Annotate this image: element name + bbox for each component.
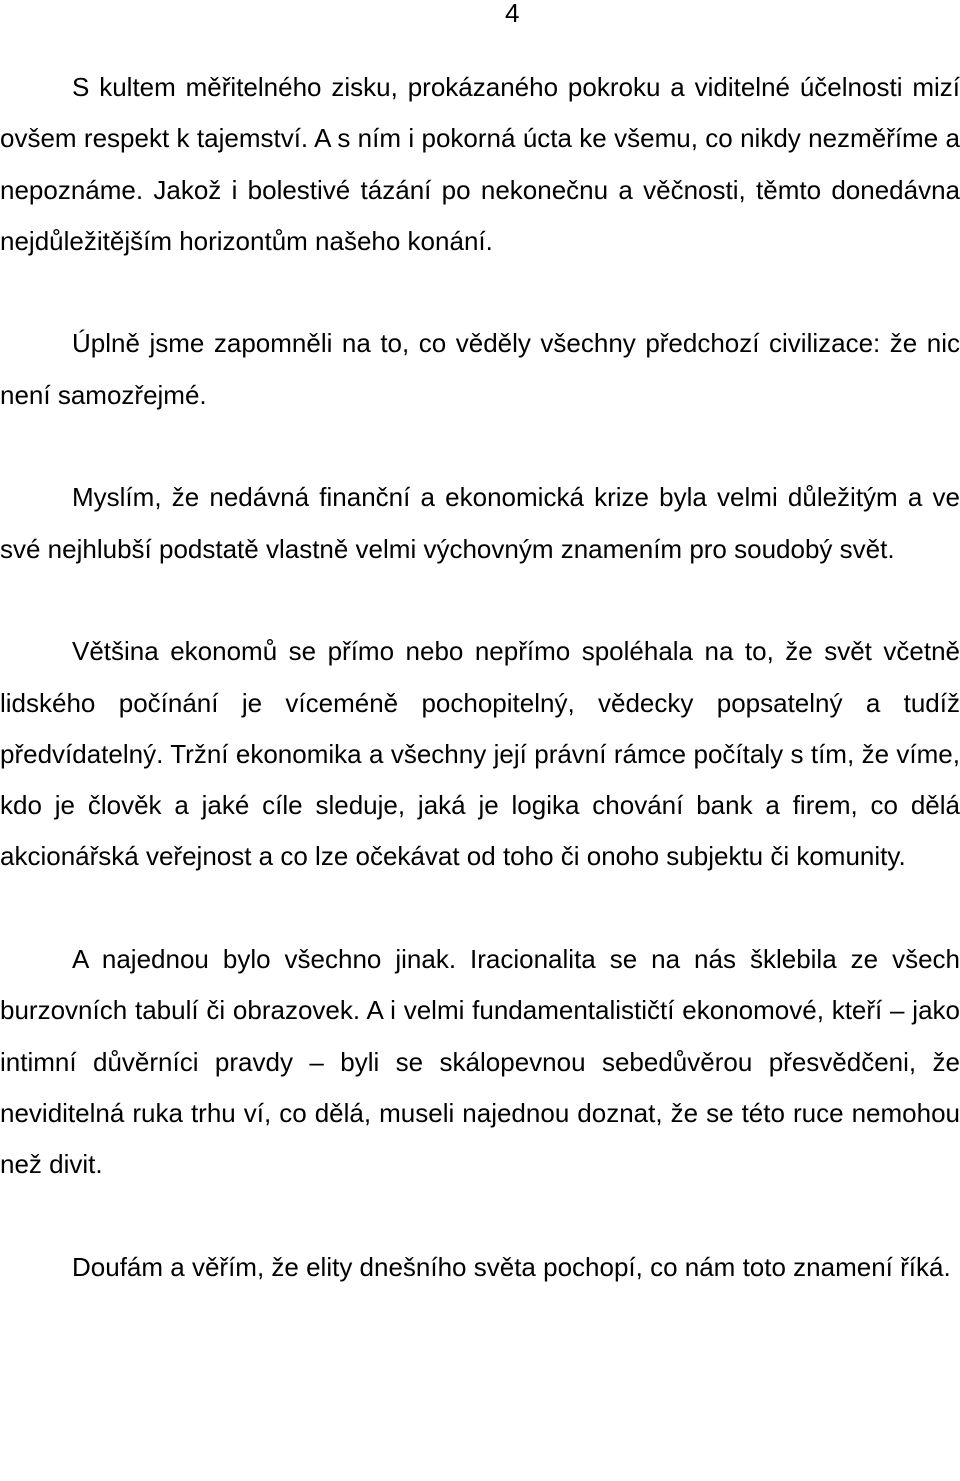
paragraph: A najednou bylo všechno jinak. Iracionalita se na nás šklebila ze všech burzovních tabulí či obrazovek. A i velmi fundamentalističtí ekonomové, kteří – jako intimní důvěrníci pravdy – byli se skálopevnou sebedůvěrou přesvědčeni, že neviditelná ruka trhu ví, co dělá, museli najednou doznat, že se této ruce nemohou než divit. — [0, 944, 960, 1180]
paragraph: Myslím, že nedávná finanční a ekonomická krize byla velmi důležitým a ve své nejhlubší podstatě vlastně velmi výchovným znamením pro soudobý svět. — [0, 482, 960, 564]
paragraph: Většina ekonomů se přímo nebo nepřímo spoléhala na to, že svět včetně lidského počínání je víceméně pochopitelný, vědecky popsatelný a tudíž předvídatelný. Tržní ekonomika a všechny její právní rámce počítaly s tím, že víme, kdo je člověk a jaké cíle sleduje, jaká je logika chování bank a firem, co dělá akcionářská veřejnost a co lze očekávat od toho či onoho subjektu či komunity. — [0, 636, 960, 872]
paragraph: Úplně jsme zapomněli na to, co věděly všechny předchozí civilizace: že nic není samozřejmé. — [0, 328, 960, 410]
paragraph: S kultem měřitelného zisku, prokázaného pokroku a viditelné účelnosti mizí ovšem respekt k tajemství. A s ním i pokorná úcta ke všemu, co nikdy nezměříme a nepoznáme. Jakož i bolestivé tázání po nekonečnu a věčnosti, těmto donedávna nejdůležitějším horizontům našeho konání. — [0, 72, 960, 256]
paragraph: Doufám a věřím, že elity dnešního světa pochopí, co nám toto znamení říká. — [72, 1251, 951, 1282]
body-text — [0, 62, 960, 1293]
page-number: 4 — [505, 0, 520, 28]
